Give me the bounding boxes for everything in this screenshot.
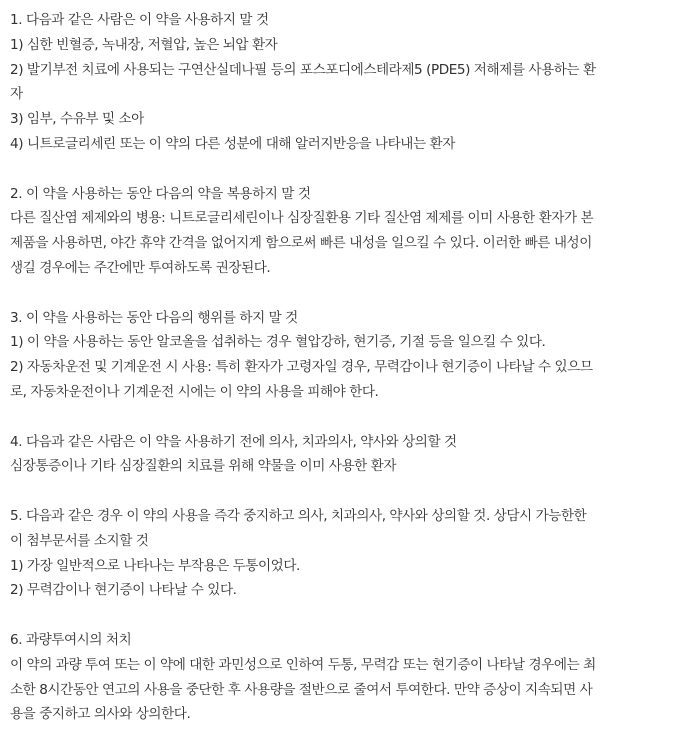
text-line: 2) 발기부전 치료에 사용되는 구연산실데나필 등의 포스포디에스테라제5 (PDE5) 저해제를 사용하는 환 [10,61,596,78]
section-spacer [10,281,671,306]
text-line: 자 [10,86,23,103]
text-line: 로, 자동차운전이나 기계운전 시에는 이 약의 사용을 피해야 한다. [10,383,379,400]
text-line: 2) 자동차운전 및 기계운전 시 사용: 특히 환자가 고령자일 경우, 무력감이나 현기증이 나타날 수 있으므 [10,359,593,376]
text-line: 생길 경우에는 주간에만 투여하도록 권장된다. [10,259,271,276]
section-spacer [10,603,671,628]
text-line: 2) 무력감이나 현기증이 나타날 수 있다. [10,582,237,599]
text-line: 3) 임부, 수유부 및 소아 [10,111,144,128]
section-heading: 1. 다음과 같은 사람은 이 약을 사용하지 말 것 [10,12,269,28]
text-line: 1) 심한 빈혈증, 녹내장, 저혈압, 높은 뇌압 환자 [10,36,278,53]
section-spacer [10,157,671,182]
section-4 [10,430,671,480]
section-heading: 5. 다음과 같은 경우 이 약의 사용을 즉각 중지하고 의사, 치과의사, 약사와 상의할 것. 상담시 가능한한 [10,507,587,524]
text-line: 1) 이 약을 사용하는 동안 알코올을 섭취하는 경우 혈압강하, 현기증, 기절 등을 일으킬 수 있다. [10,334,546,351]
section-heading: 2. 이 약을 사용하는 동안 다음의 약을 복용하지 말 것 [10,185,311,202]
text-line: 소한 8시간동안 연고의 사용을 중단한 후 사용량을 절반으로 줄여서 투여한다. 만약 증상이 지속되면 사 [10,681,593,698]
text-line: 4) 니트로글리세린 또는 이 약의 다른 성분에 대해 알러지반응을 나타내는 환자 [10,135,455,152]
section-1 [10,8,671,157]
text-line: 이 첨부문서를 소지할 것 [10,532,149,549]
text-line: 1) 가장 일반적으로 나타나는 부작용은 두통이었다. [10,557,300,574]
text-line: 이 약의 과량 투여 또는 이 약에 대한 과민성으로 인하여 두통, 무력감 또는 현기증이 나타날 경우에는 최 [10,656,596,673]
section-spacer [10,479,671,504]
text-line: 심장통증이나 기타 심장질환의 치료를 위해 약물을 이미 사용한 환자 [10,458,397,475]
section-2 [10,182,671,281]
section-spacer [10,405,671,430]
section-heading: 6. 과량투여시의 처치 [10,631,132,648]
text-line: 용을 중지하고 의사와 상의한다. [10,706,191,723]
text-line: 제품을 사용하면, 야간 휴약 간격을 없어지게 함으로써 빠른 내성을 일으킬 수 있다. 이러한 빠른 내성이 [10,235,592,252]
text-line: 다른 질산염 제제와의 병용: 니트로글리세린이나 심장질환용 기타 질산염 제제를 이미 사용한 환자가 본 [10,210,594,227]
section-5 [10,504,671,603]
section-heading: 3. 이 약을 사용하는 동안 다음의 행위를 하지 말 것 [10,309,298,326]
section-6 [10,628,671,727]
section-3 [10,306,671,405]
section-heading: 4. 다음과 같은 사람은 이 약을 사용하기 전에 의사, 치과의사, 약사와 상의할 것 [10,433,457,450]
